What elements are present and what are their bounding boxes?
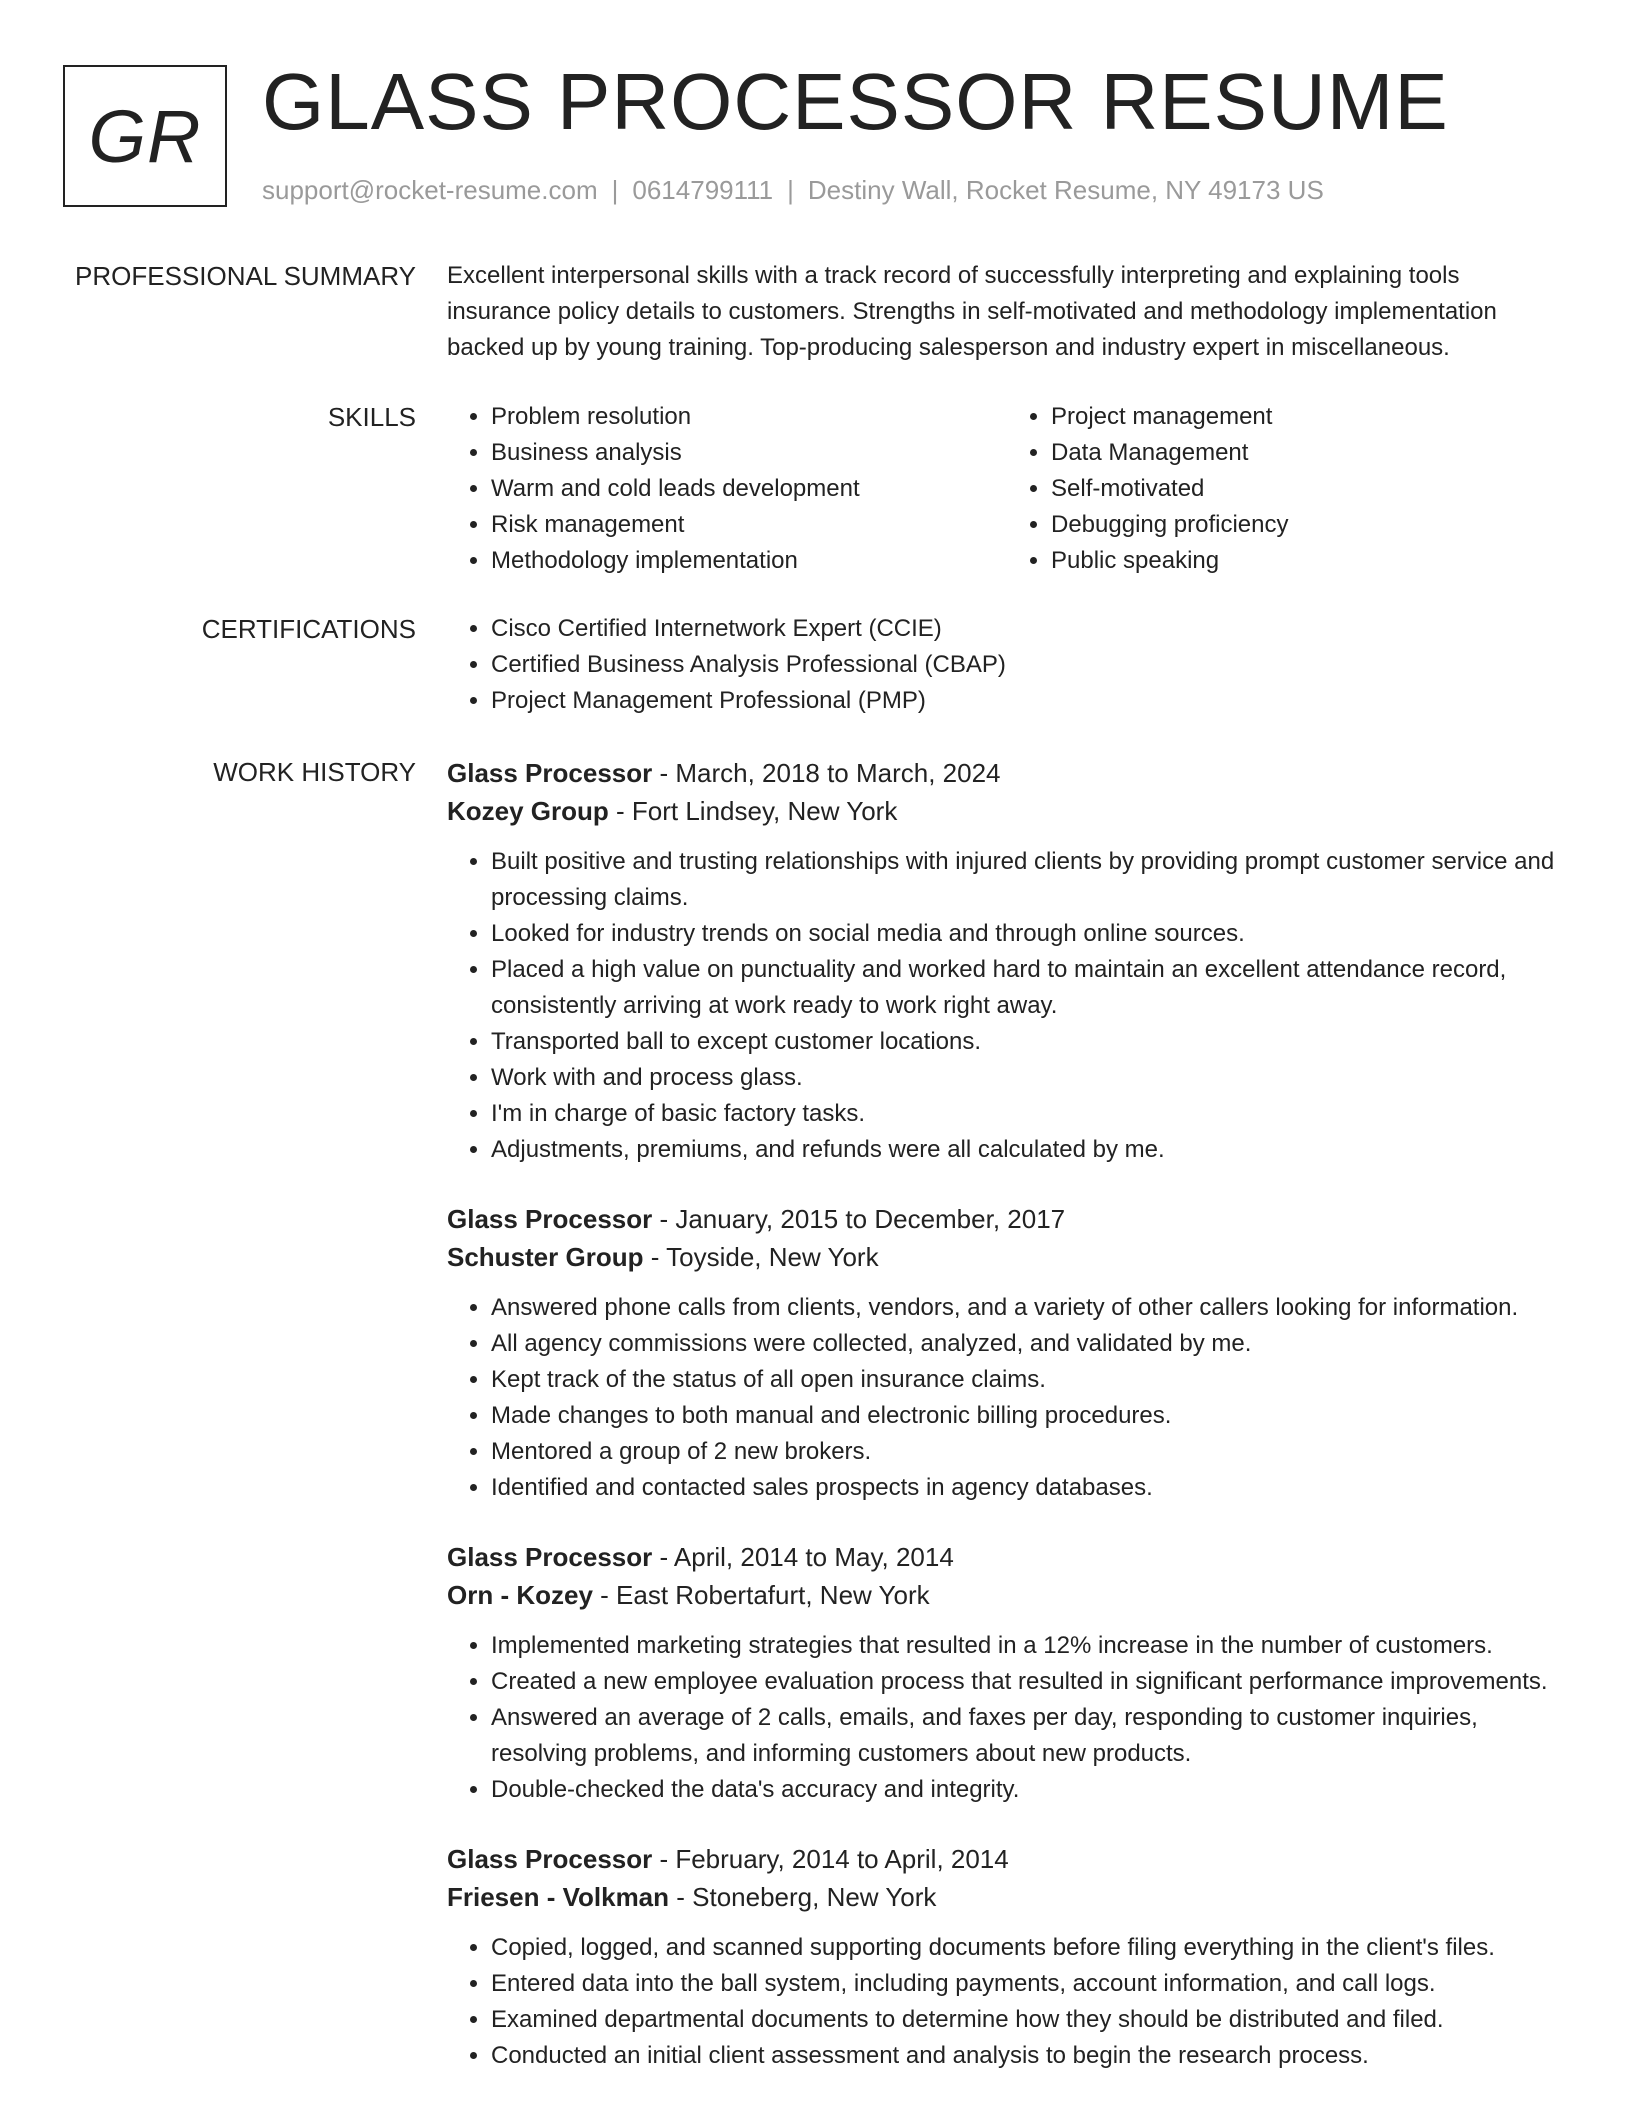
skill-item: • Self-motivated: [1051, 471, 1567, 507]
skill-item: • Public speaking: [1051, 543, 1567, 579]
job-bullet: • Answered an average of 2 calls, emails, and faxes per day, responding to customer inquiries, resolving problems, and informing customers about new products.: [491, 1700, 1567, 1772]
skills-list-right: [1007, 399, 1567, 579]
summary-line: insurance policy details to customers. Strengths in self-motivated and methodology implementation: [447, 298, 1497, 325]
job-bullet: • Entered data into the ball system, including payments, account information, and call logs.: [491, 1966, 1567, 2002]
job-bullets: [447, 1930, 1567, 2074]
job-company-line: [447, 1238, 1567, 1276]
job-location: - Stoneberg, New York: [669, 1882, 937, 1912]
job-entry: [447, 1538, 1567, 1808]
section-label-skills: SKILLS: [327, 402, 416, 432]
job-dates: - February, 2014 to April, 2014: [652, 1844, 1009, 1874]
monogram-logo: GR: [63, 65, 227, 207]
skill-item: • Project management: [1051, 399, 1567, 435]
section-label-summary: PROFESSIONAL SUMMARY: [75, 261, 416, 291]
job-bullet: • Mentored a group of 2 new brokers.: [491, 1434, 1567, 1470]
job-company: Schuster Group: [447, 1242, 644, 1272]
job-bullets: [447, 1628, 1567, 1808]
job-dates: - April, 2014 to May, 2014: [652, 1542, 954, 1572]
certifications-list: [447, 611, 1567, 719]
job-bullet: • Work with and process glass.: [491, 1060, 1567, 1096]
skill-item: • Warm and cold leads development: [491, 471, 1007, 507]
job-title: Glass Processor: [447, 1844, 653, 1874]
job-bullet: • Identified and contacted sales prospects in agency databases.: [491, 1470, 1567, 1506]
contact-email: support@rocket-resume.com: [262, 175, 598, 205]
contact-phone: 0614799111: [632, 175, 774, 205]
job-dates: - March, 2018 to March, 2024: [652, 758, 1001, 788]
job-bullet: • Copied, logged, and scanned supporting documents before filing everything in the client's files.: [491, 1930, 1567, 1966]
skills-columns: [447, 399, 1567, 579]
job-bullet: • Looked for industry trends on social media and through online sources.: [491, 916, 1567, 952]
job-entry: [447, 1840, 1567, 2074]
job-title-line: [447, 1200, 1567, 1238]
job-title: Glass Processor: [447, 758, 653, 788]
skill-item: • Methodology implementation: [491, 543, 1007, 579]
job-bullet: • I'm in charge of basic factory tasks.: [491, 1096, 1567, 1132]
job-title-line: [447, 754, 1567, 792]
certifications-content: [447, 611, 1567, 719]
job-location: - Fort Lindsey, New York: [608, 796, 898, 826]
job-bullet: • Built positive and trusting relationships with injured clients by providing prompt customer service and processing claims.: [491, 844, 1567, 916]
job-bullet: • Examined departmental documents to determine how they should be distributed and filed.: [491, 2002, 1567, 2038]
job-company-line: [447, 1878, 1567, 1916]
job-title-line: [447, 1840, 1567, 1878]
job-location: - Toyside, New York: [643, 1242, 879, 1272]
resume-title: GLASS PROCESSOR RESUME: [262, 57, 1449, 146]
job-company: Friesen - Volkman: [447, 1882, 670, 1912]
summary-line: backed up by young training. Top-producing salesperson and industry expert in miscellaneous.: [447, 334, 1450, 361]
work-history-content: [447, 754, 1567, 2106]
job-bullet: • Conducted an initial client assessment and analysis to begin the research process.: [491, 2038, 1567, 2074]
job-bullet: • Answered phone calls from clients, vendors, and a variety of other callers looking for information.: [491, 1290, 1567, 1326]
contact-separator: |: [787, 175, 794, 205]
certification-item: • Cisco Certified Internetwork Expert (CCIE): [491, 611, 1567, 647]
job-dates: - January, 2015 to December, 2017: [652, 1204, 1066, 1234]
job-bullet: • Implemented marketing strategies that resulted in a 12% increase in the number of customers.: [491, 1628, 1567, 1664]
skill-item: • Data Management: [1051, 435, 1567, 471]
job-title: Glass Processor: [447, 1204, 653, 1234]
job-location: - East Robertafurt, New York: [592, 1580, 930, 1610]
section-label-work-history: WORK HISTORY: [213, 757, 416, 787]
certification-item: • Certified Business Analysis Professional (CBAP): [491, 647, 1567, 683]
skill-item: • Business analysis: [491, 435, 1007, 471]
section-label-certifications: CERTIFICATIONS: [201, 614, 416, 644]
job-company-line: [447, 792, 1567, 830]
summary-text: [447, 258, 1567, 366]
job-title: Glass Processor: [447, 1542, 653, 1572]
job-bullets: [447, 1290, 1567, 1506]
contact-address: Destiny Wall, Rocket Resume, NY 49173 US: [807, 175, 1324, 205]
job-bullet: • Kept track of the status of all open insurance claims.: [491, 1362, 1567, 1398]
certification-item: • Project Management Professional (PMP): [491, 683, 1567, 719]
job-bullets: [447, 844, 1567, 1168]
job-bullet: • Created a new employee evaluation process that resulted in significant performance improvements.: [491, 1664, 1567, 1700]
job-bullet: • Placed a high value on punctuality and worked hard to maintain an excellent attendance record, consistently arriving at work ready to work right away.: [491, 952, 1567, 1024]
skill-item: • Debugging proficiency: [1051, 507, 1567, 543]
job-title-line: [447, 1538, 1567, 1576]
job-entry: [447, 754, 1567, 1168]
skills-list-left: [447, 399, 1007, 579]
contact-line: [262, 175, 1324, 206]
summary-line: Excellent interpersonal skills with a track record of successfully interpreting and explaining tools: [447, 262, 1460, 289]
job-company: Kozey Group: [447, 796, 609, 826]
skill-item: • Risk management: [491, 507, 1007, 543]
job-bullet: • Double-checked the data's accuracy and integrity.: [491, 1772, 1567, 1808]
job-bullet: • Adjustments, premiums, and refunds were all calculated by me.: [491, 1132, 1567, 1168]
skill-item: • Problem resolution: [491, 399, 1007, 435]
job-bullet: • All agency commissions were collected, analyzed, and validated by me.: [491, 1326, 1567, 1362]
job-bullet: • Made changes to both manual and electronic billing procedures.: [491, 1398, 1567, 1434]
job-bullet: • Transported ball to except customer locations.: [491, 1024, 1567, 1060]
contact-separator: |: [611, 175, 619, 205]
job-entry: [447, 1200, 1567, 1506]
job-company: Orn - Kozey: [447, 1580, 593, 1610]
job-company-line: [447, 1576, 1567, 1614]
